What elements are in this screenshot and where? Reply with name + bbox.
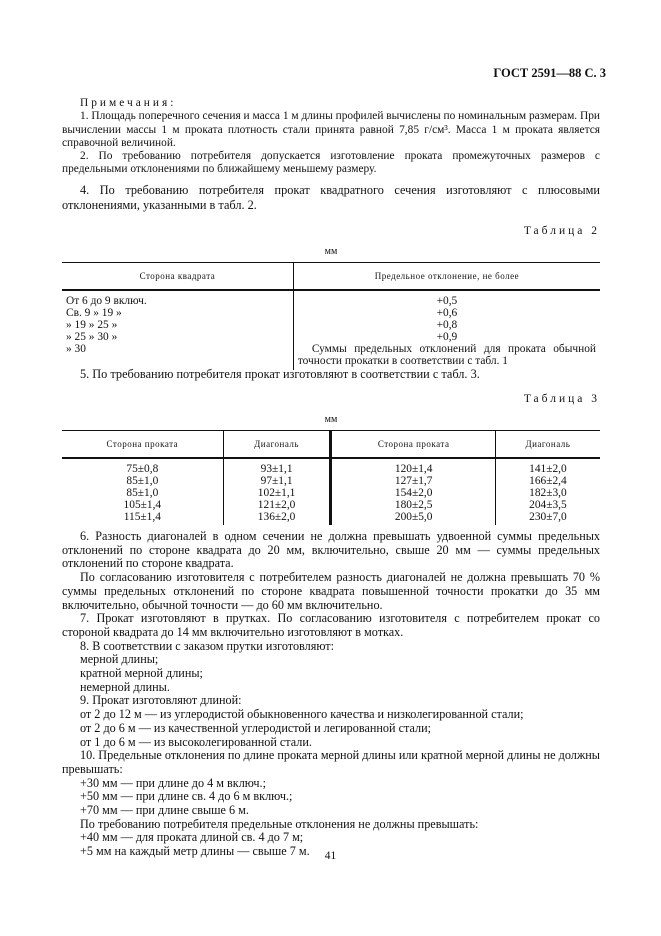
paragraph-text: +40 мм — для проката длиной св. 4 до 7 м; [80,830,304,845]
cell: 141±2,0 [529,463,567,475]
cell: Св. 9 » 19 » [62,307,293,319]
table-3 [62,393,600,525]
paragraph-text: По согласованию изготовителя с потребителем разность диагоналей не должна превышать 70 % суммы предельных отклонений по стороне квадрата повышенной точности прокатки до 35 мм включительно, обычной точности — до 60 мм включительно. [62,570,600,612]
table-row [62,511,600,525]
cell: » 25 » 30 » [62,331,293,343]
table [62,262,600,370]
table-unit: мм [324,246,338,257]
paragraph-text: 4. По требованию потребителя прокат квадратного сечения изготовляют с плюсовыми отклонениями, указанными в табл. 2. [62,183,600,212]
cell: +0,5 [436,295,458,307]
page-number: 41 [324,850,337,862]
column-header: Сторона проката [331,431,495,459]
cell: 120±1,4 [331,458,495,475]
cell: » 30 [62,343,293,370]
cell: +0,9 [436,331,458,343]
paragraph-4 [62,183,600,212]
cell: 85±1,0 [62,487,223,499]
cell: +0,6 [436,307,458,319]
notes [62,97,600,177]
table-row [62,319,600,331]
column-header: Сторона проката [62,431,223,459]
table-2 [62,225,600,370]
cell: 180±2,5 [331,499,495,511]
paragraph-text: 8. В соответствии с заказом прутки изготовляют: [80,638,334,653]
paragraph-text: 6. Разность диагоналей в одном сечении не должна превышать удвоенной суммы предельных отклонений по стороне квадрата до 20 мм, включительно, свыше 20 мм — суммы предельных отклонений по стороне квадрата. [62,529,600,571]
table-row [62,475,600,487]
table-row [62,343,600,370]
cell: 200±5,0 [331,511,495,525]
paragraph-text: +30 мм — при длине до 4 м включ.; [80,775,266,790]
paragraph-text: По требованию потребителя предельные отклонения не должны превышать: [80,816,479,831]
paragraph-text: от 1 до 6 м — из высоколегированной стали. [80,734,312,749]
table-row [62,499,600,511]
paragraph-text: от 2 до 12 м — из углеродистой обыкновенного качества и низколегированной стали; [80,707,524,722]
paragraph-text: мерной длины; [80,652,159,667]
note-item: 1. Площадь поперечного сечения и масса 1 м длины профилей вычислены по номинальным размерам. При вычислении массы 1 м проката плотность стали принята равной 7,85 г/см³. Масса 1 м проката является справочной величиной. [62,110,600,149]
cell: 105±1,4 [62,499,223,511]
cell: 93±1,1 [223,458,331,475]
table-row [62,331,600,343]
table-row [62,487,600,499]
cell: 115±1,4 [62,511,223,525]
paragraph-text: +5 мм на каждый метр длины — свыше 7 м. [80,844,310,859]
column-header: Диагональ [223,431,331,459]
cell: +0,8 [436,319,458,331]
cell: 102±1,1 [223,487,331,499]
paragraph-text: +70 мм — при длине свыше 6 м. [80,803,249,818]
cell: 136±2,0 [223,511,331,525]
cell: 154±2,0 [331,487,495,499]
column-header: Диагональ [495,431,600,459]
cell: 166±2,4 [529,475,567,487]
table-caption: Таблица 3 [523,393,600,405]
cell: Суммы предельных отклонений для проката обычной точности прокатки в соответствии с табл. 1 [297,343,596,367]
paragraph-text: 9. Прокат изготовляют длиной: [80,693,242,708]
cell: От 6 до 9 включ. [62,290,293,307]
paragraph-text: 10. Предельные отклонения по длине проката мерной длины или кратной мерной длины не должны превышать: [62,748,600,776]
cell: 230±7,0 [529,511,567,523]
paragraph-text: 7. Прокат изготовляют в прутках. По согласованию изготовителя с потребителем прокат со стороной квадрата до 14 мм включительно изготовляют в мотках. [62,611,600,639]
table-unit: мм [324,414,338,425]
table-row [62,458,600,475]
cell: 182±3,0 [529,487,567,499]
column-header: Сторона квадрата [62,263,293,291]
cell: 97±1,1 [223,475,331,487]
paragraph-text: от 2 до 6 м — из качественной углеродистой и легированной стали; [80,720,431,735]
paragraph-text: +50 мм — при длине св. 4 до 6 м включ.; [80,789,293,804]
cell: 85±1,0 [62,475,223,487]
table-caption: Таблица 2 [523,225,600,237]
paragraph-text: кратной мерной длины; [80,666,203,681]
table-row [62,290,600,307]
paragraph-text: 5. По требованию потребителя прокат изготовляют в соответствии с табл. 3. [80,367,480,381]
notes-title: Примечания: [80,97,177,109]
cell: 121±2,0 [223,499,331,511]
column-header: Предельное отклонение, не более [293,263,600,291]
cell: 75±0,8 [62,458,223,475]
paragraph-5 [62,368,600,381]
paragraph-text: немерной длины. [80,679,170,694]
cell: » 19 » 25 » [62,319,293,331]
cell: 204±3,5 [529,499,567,511]
cell: 127±1,7 [331,475,495,487]
lower-text [62,530,600,859]
note-item: 2. По требованию потребителя допускается изготовление проката промежуточных размеров с предельными отклонениями по ближайшему меньшему размеру. [62,150,600,176]
table-row [62,307,600,319]
page-header: ГОСТ 2591—88 С. 3 [493,66,606,80]
table [62,430,600,525]
